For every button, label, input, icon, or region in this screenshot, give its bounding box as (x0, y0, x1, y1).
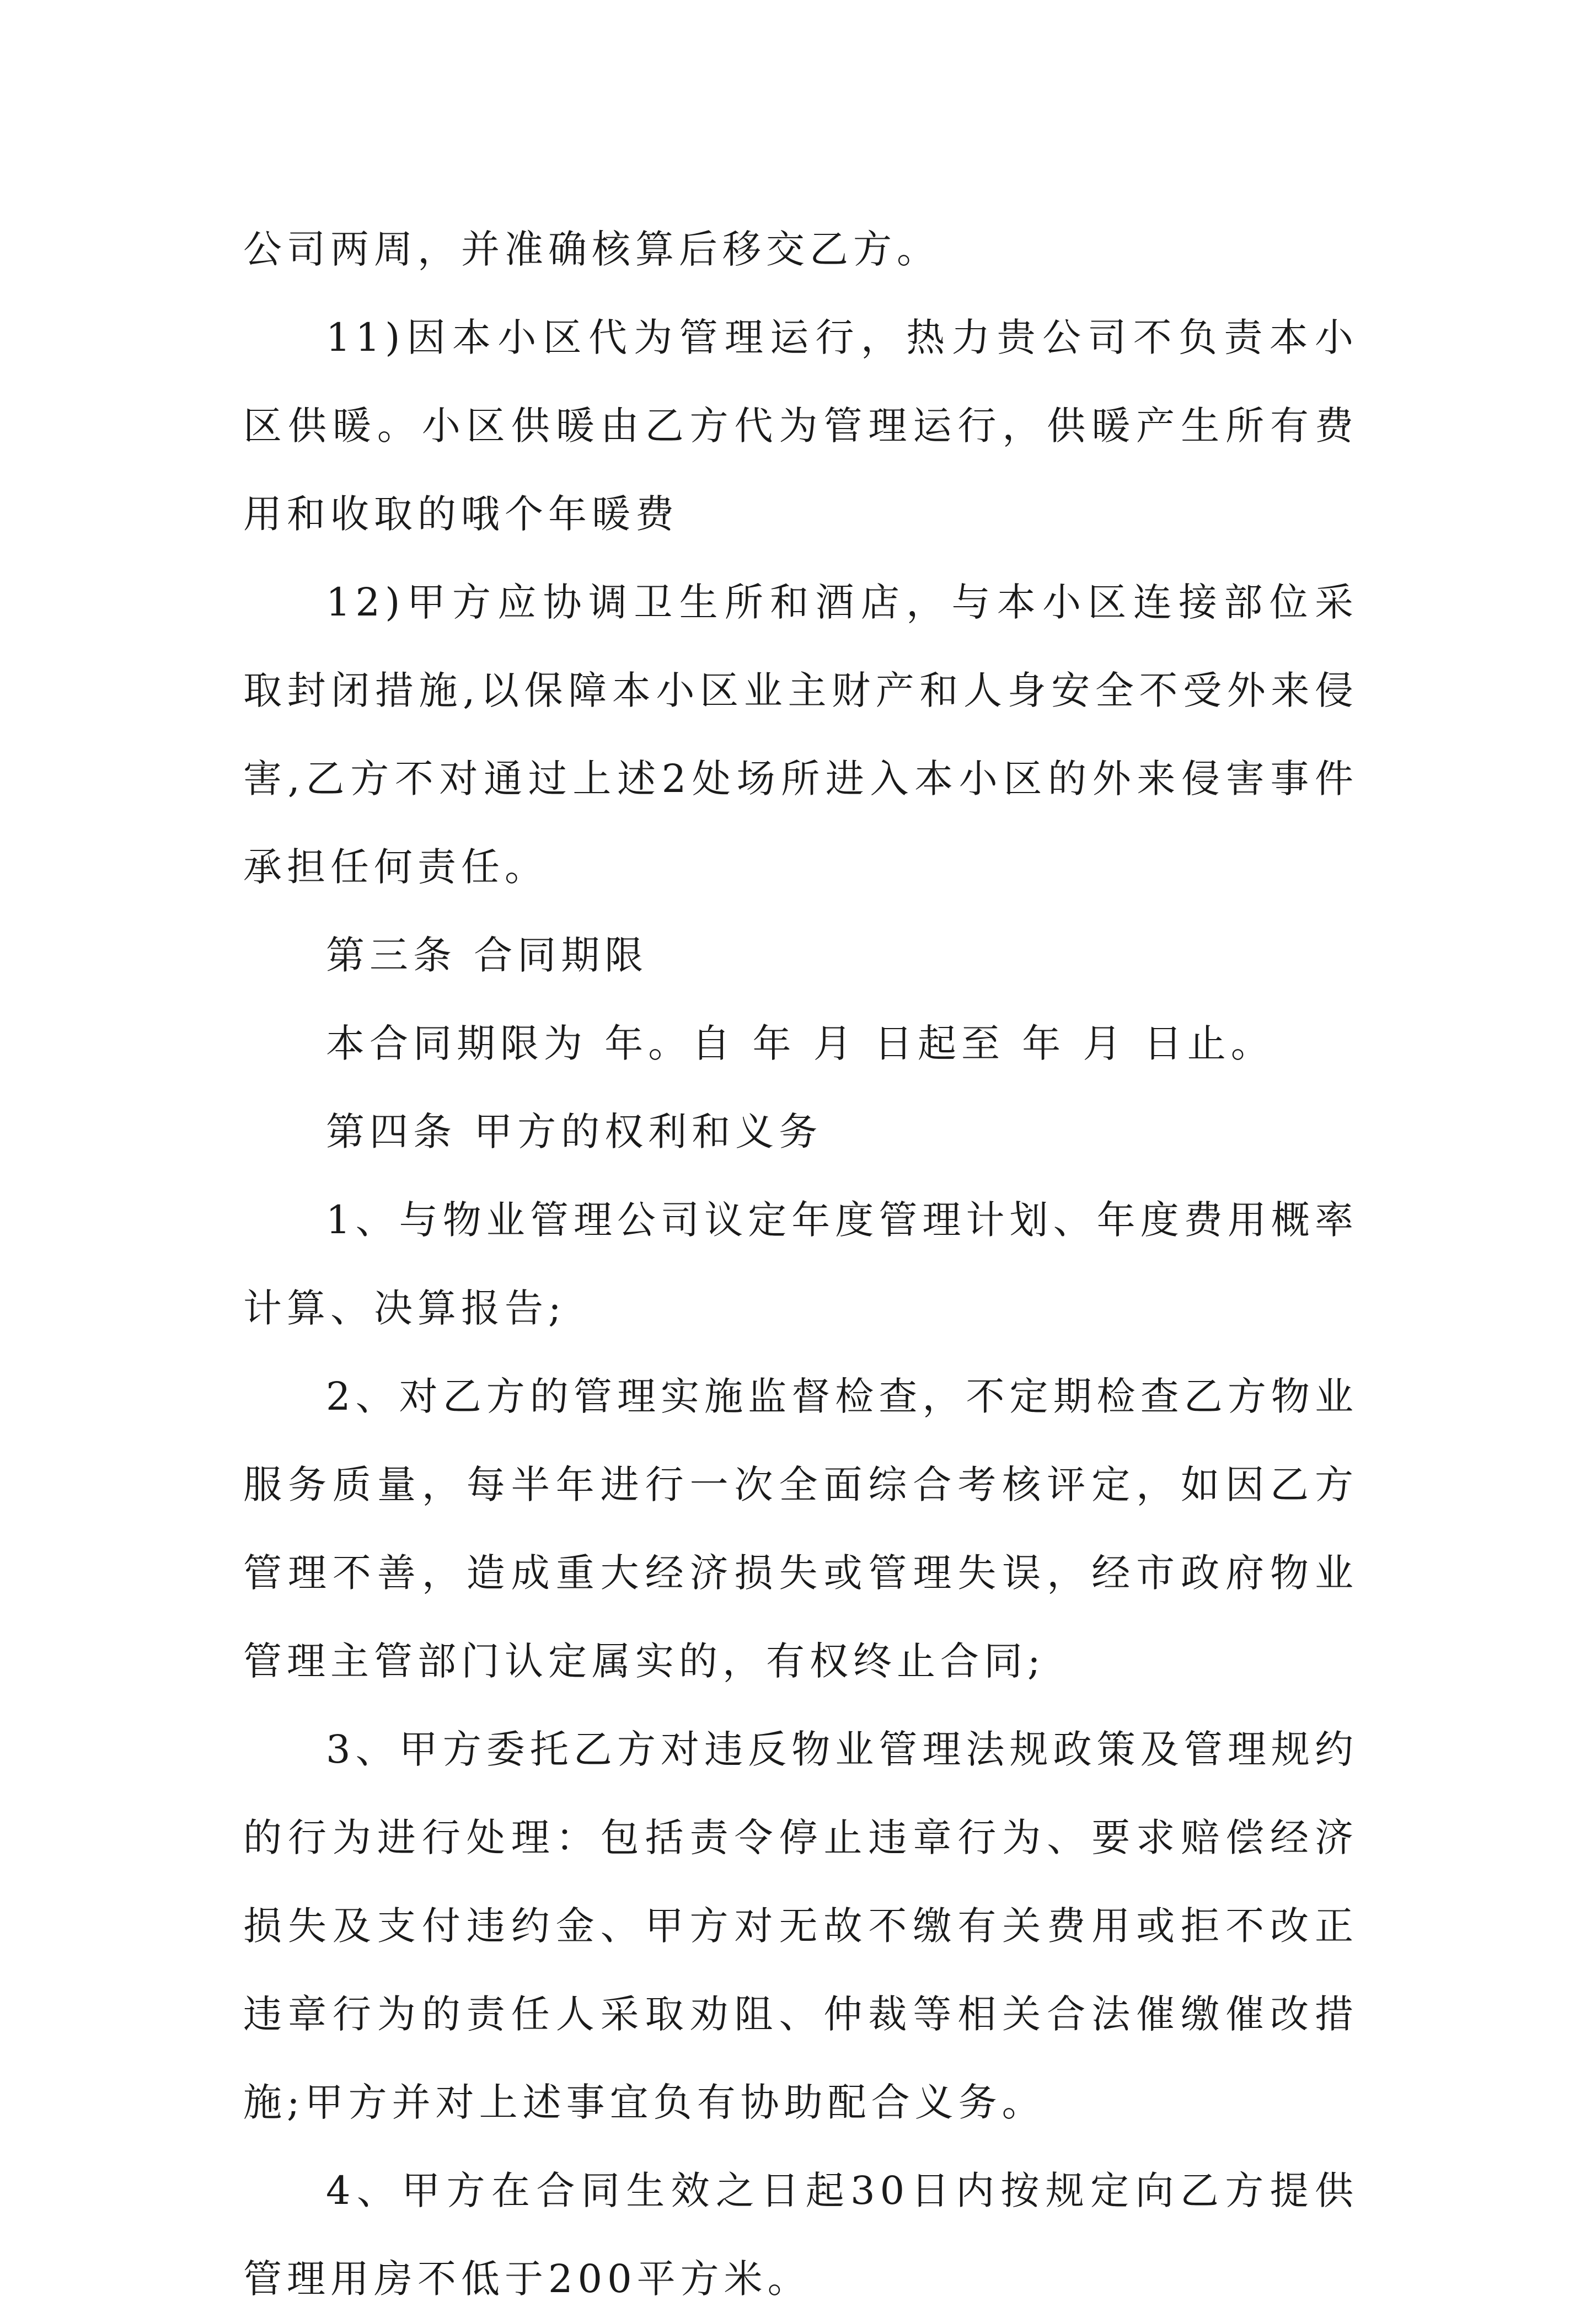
contract-text (243, 205, 1358, 2323)
heading-article-4: 第四条 甲方的权利和义务 (326, 1109, 823, 1154)
heading-article-3: 第三条 合同期限 (326, 933, 649, 978)
paragraph-handover: 公司两周，并准确核算后移交乙方。 (243, 227, 940, 272)
paragraph-item-1: 1、与物业管理公司议定年度管理计划、年度费用概率计算、决算报告; (243, 1197, 1358, 1331)
paragraph-item-4: 4、甲方在合同生效之日起30日内按规定向乙方提供管理用房不低于200平方米。 (243, 2168, 1358, 2301)
paragraph-clause-12-security: 12)甲方应协调卫生所和酒店，与本小区连接部位采取封闭措施,以保障本小区业主财产和人身安全不受外来侵害,乙方不对通过上述2处场所进入本小区的外来侵害事件承担任何责任。 (243, 580, 1358, 890)
paragraph-contract-term: 本合同期限为 年。自 年 月 日起至 年 月 日止。 (326, 1021, 1274, 1066)
paragraph-item-3: 3、甲方委托乙方对违反物业管理法规政策及管理规约的行为进行处理：包括责令停止违章行为、要求赔偿经济损失及支付违约金、甲方对无故不缴有关费用或拒不改正违章行为的责任人采取劝阻、仲裁等相关合法催缴催改措施;甲方并对上述事宜负有协助配合义务。 (243, 1727, 1358, 2125)
paragraph-item-2: 2、对乙方的管理实施监督检查，不定期检查乙方物业服务质量，每半年进行一次全面综合考核评定，如因乙方管理不善，造成重大经济损失或管理失误，经市政府物业管理主管部门认定属实的，有权终止合同; (243, 1374, 1358, 1684)
paragraph-clause-11-heating: 11)因本小区代为管理运行，热力贵公司不负责本小区供暖。小区供暖由乙方代为管理运行，供暖产生所有费用和收取的哦个年暖费 (243, 315, 1358, 537)
